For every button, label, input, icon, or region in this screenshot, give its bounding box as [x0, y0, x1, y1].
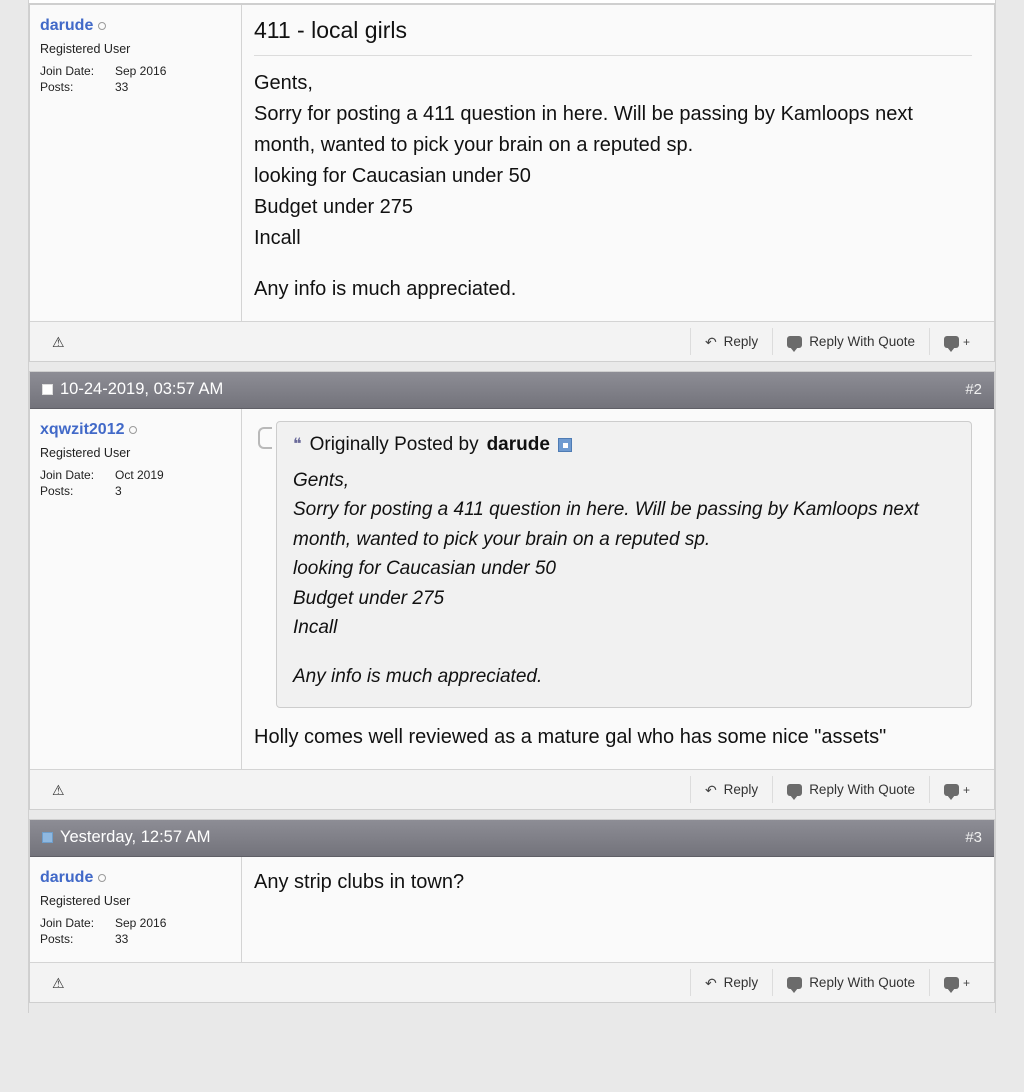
post-status-icon [42, 832, 53, 843]
warning-triangle-icon[interactable]: ⚠ [52, 333, 65, 350]
message-line: Sorry for posting a 411 question in here. Will be passing by Kamloops next month, wanted to pick your brain on a reputed sp. [254, 103, 913, 156]
quote-header [293, 434, 955, 456]
post-permalink[interactable]: #3 [965, 829, 982, 847]
post-separator [29, 362, 995, 371]
quote-line: Sorry for posting a 411 question in here. Will be passing by Kamloops next month, wanted to pick your brain on a reputed sp. [293, 499, 919, 550]
posts-count-label: Posts: [40, 80, 74, 94]
message-line: looking for Caucasian under 50 [254, 165, 531, 187]
reply-with-quote-label: Reply With Quote [809, 975, 915, 991]
multiquote-button[interactable] [929, 776, 986, 803]
goto-post-icon[interactable] [558, 438, 572, 452]
post-footer-left [40, 976, 65, 990]
reply-button-label: Reply [723, 975, 759, 991]
post-status-icon [42, 384, 53, 395]
post-header-left [42, 828, 210, 847]
post-footer [30, 962, 994, 1002]
post-userinfo [30, 5, 242, 321]
user-title: Registered User [40, 446, 131, 460]
quote-line: Gents, [293, 470, 349, 491]
reply-button-label: Reply [723, 782, 759, 798]
posts-count-label: Posts: [40, 932, 74, 947]
online-status-circle-icon [98, 874, 106, 882]
post-3 [29, 819, 995, 1003]
post-content [242, 5, 994, 321]
multiquote-button[interactable] [929, 969, 986, 996]
post-message [254, 867, 972, 898]
warning-triangle-icon[interactable]: ⚠ [52, 781, 65, 798]
post-header [30, 372, 994, 409]
message-line: Budget under 275 [254, 196, 414, 218]
reply-button[interactable] [690, 776, 772, 803]
quote-text [293, 466, 955, 691]
plus-icon: + [962, 783, 970, 798]
post-footer [30, 321, 994, 361]
post-author-link[interactable]: darude [40, 17, 94, 34]
user-title: Registered User [40, 894, 131, 909]
quote-bubble-icon [787, 977, 802, 989]
warning-triangle-icon[interactable]: ⚠ [52, 974, 65, 991]
quote-blank-line [293, 643, 955, 662]
quote-line: looking for Caucasian under 50 [293, 558, 557, 580]
post-userinfo [30, 409, 242, 769]
post-title: 411 - local girls [254, 15, 972, 56]
post-message [254, 722, 972, 753]
post-date: 10-24-2019, 03:57 AM [60, 380, 224, 398]
posts-count-label: Posts: [40, 484, 74, 498]
reply-arrow-icon: ↷ [704, 781, 717, 798]
quote-line: Budget under 275 [293, 587, 445, 609]
post-body [30, 857, 994, 962]
post-body [30, 5, 994, 321]
quote-prefix: Originally Posted by [309, 434, 479, 455]
message-line: Any strip clubs in town? [254, 871, 465, 894]
post-date: Yesterday, 12:57 AM [60, 828, 211, 847]
message-line: Holly comes well reviewed as a mature gal who has some nice "assets" [254, 726, 887, 749]
post-footer-actions [690, 328, 986, 355]
posts-count-value: 3 [115, 484, 122, 498]
quote-bubble-icon [787, 336, 802, 348]
thread-container [28, 0, 996, 1013]
post-2 [29, 371, 995, 810]
post-content [242, 857, 994, 962]
message-line: Incall [254, 227, 301, 249]
quote-marks-icon: ❝ [293, 436, 302, 453]
reply-arrow-icon: ↷ [704, 974, 717, 991]
post-separator [29, 810, 995, 819]
post-footer-actions [690, 776, 986, 803]
quote-bracket-decoration [258, 427, 272, 449]
join-date-label: Join Date: [40, 64, 95, 78]
post-body [30, 409, 994, 769]
plus-icon: + [962, 335, 970, 349]
message-blank-line [254, 254, 972, 274]
online-status-circle-icon [98, 22, 106, 30]
join-date-value: Sep 2016 [115, 64, 167, 78]
post-footer-actions [690, 969, 986, 996]
message-line: Any info is much appreciated. [254, 278, 517, 300]
reply-with-quote-button[interactable] [772, 776, 929, 803]
join-date-label: Join Date: [40, 916, 95, 931]
quote-line: Any info is much appreciated. [293, 665, 543, 687]
posts-count-value: 33 [115, 80, 129, 94]
reply-with-quote-button[interactable] [772, 969, 929, 996]
message-line: Gents, [254, 72, 313, 94]
bottom-spacer [29, 1003, 995, 1013]
quote-box [276, 421, 972, 708]
quote-block [276, 421, 972, 708]
reply-with-quote-button[interactable] [772, 328, 929, 355]
post-footer-left [40, 783, 65, 797]
reply-button[interactable] [690, 969, 772, 996]
multiquote-bubble-icon [944, 977, 959, 989]
quote-bubble-icon [787, 784, 802, 796]
post-1 [29, 4, 995, 362]
reply-with-quote-label: Reply With Quote [809, 782, 915, 798]
post-author-link[interactable]: darude [40, 869, 94, 887]
user-title: Registered User [40, 42, 131, 56]
join-date-value: Oct 2019 [115, 468, 164, 482]
multiquote-button[interactable] [929, 328, 986, 355]
post-header [30, 820, 994, 857]
join-date-label: Join Date: [40, 468, 95, 482]
plus-icon: + [962, 976, 970, 991]
reply-with-quote-label: Reply With Quote [809, 334, 915, 349]
reply-button-label: Reply [723, 334, 759, 349]
post-footer [30, 769, 994, 809]
multiquote-bubble-icon [944, 336, 959, 348]
user-stats [40, 916, 229, 946]
post-userinfo [30, 857, 242, 962]
reply-button[interactable] [690, 328, 772, 355]
post-author-link[interactable]: xqwzit2012 [40, 421, 125, 438]
post-content [242, 409, 994, 769]
user-stats [40, 468, 229, 498]
online-status-circle-icon [129, 426, 137, 434]
reply-arrow-icon: ↷ [704, 333, 717, 350]
multiquote-bubble-icon [944, 784, 959, 796]
post-permalink[interactable]: #2 [965, 381, 982, 398]
quote-line: Incall [293, 617, 338, 639]
posts-count-value: 33 [115, 932, 129, 947]
quote-author[interactable]: darude [486, 434, 550, 455]
post-message [254, 68, 972, 305]
join-date-value: Sep 2016 [115, 916, 167, 931]
post-footer-left [40, 335, 65, 349]
post-header-left [42, 380, 223, 399]
user-stats [40, 64, 229, 94]
